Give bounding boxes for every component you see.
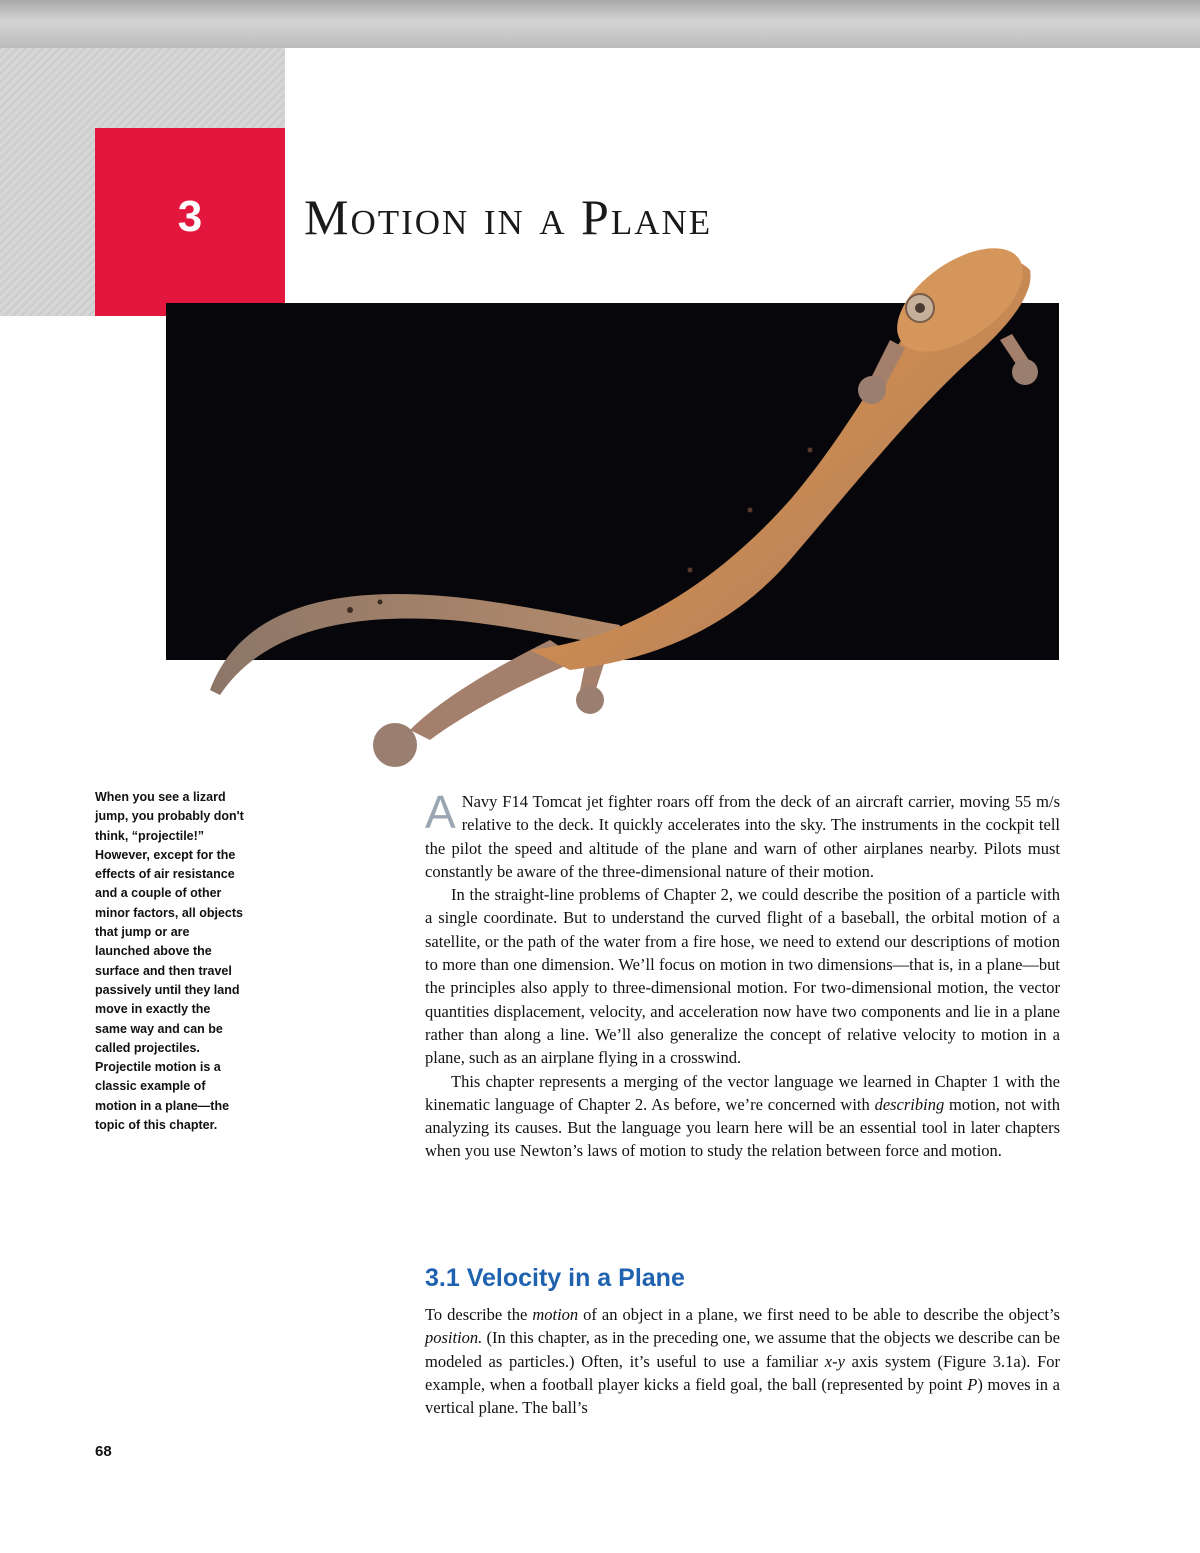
gecko-photo [150, 240, 1050, 800]
chapter-number: 3 [177, 192, 203, 241]
intro-paragraph-2: In the straight-line problems of Chapter 2, we could describe the position of a particle with a single coordinate. But to understand the curved flight of a baseball, the orbital motion of a satellite, or the path of the water from a fire hose, we need to extend our descriptions of motion to more than one dimension. We’ll focus on motion in two dimensions—that is, in a plane—but the principles also apply to three-dimensional motion. For two-dimensional motion, the vector quantities displacement, velocity, and acceleration now have two components and lie in a plane rather than along a line. We’ll also generalize the concept of relative velocity to motion in a plane, such as an airplane flying in a crosswind. [425, 885, 1060, 1068]
section-heading: 3.1 Velocity in a Plane [425, 1264, 685, 1292]
section-paragraph-1: To describe the motion of an object in a plane, we first need to be able to describe the object’s position. (In this chapter, as in the preceding one, we assume that the objects we describe can be modeled as particles.) Often, it’s useful to use a familiar x-y axis system (Figure 3.1a). For example, when a football player kicks a field goal, the ball (represented by point P) moves in a vertical plane. The ball’s [425, 1305, 1060, 1418]
page-number: 68 [95, 1443, 112, 1460]
intro-paragraph-1: A Navy F14 Tomcat jet fighter roars off from the deck of an aircraft carrier, moving 55 m/s relative to the deck. It quickly accelerates into the sky. The instruments in the cockpit tell the pilot the speed and altitude of the plane and warn of other airplanes nearby. Pilots must constantly be aware of the three-dimensional nature of their motion. [425, 786, 1060, 881]
drop-cap: A [425, 786, 456, 838]
intro-text [425, 786, 1061, 1163]
gecko-tail [210, 594, 620, 695]
chapter-title: Motion in a Plane [304, 189, 713, 245]
figure-caption: When you see a lizard jump, you probably don't think, “projectile!” However, except for the effects of air resistance and a couple of other minor factors, all objects that jump or are launched above the surface and then travel passively until they land move in exactly the same way and can be called projectiles. Projectile motion is a classic example of motion in a plane—the topic of this chapter. [95, 790, 244, 1133]
intro-paragraph-3: This chapter represents a merging of the vector language we learned in Chapter 1 with the kinematic language of Chapter 2. As before, we’re concerned with describing motion, not with analyzing its causes. But the language you learn here will be an essential tool in later chapters when you use Newton’s laws of motion to study the relation between force and motion. [425, 1071, 1061, 1161]
section-text [425, 1303, 1060, 1419]
header-band [0, 0, 1200, 48]
